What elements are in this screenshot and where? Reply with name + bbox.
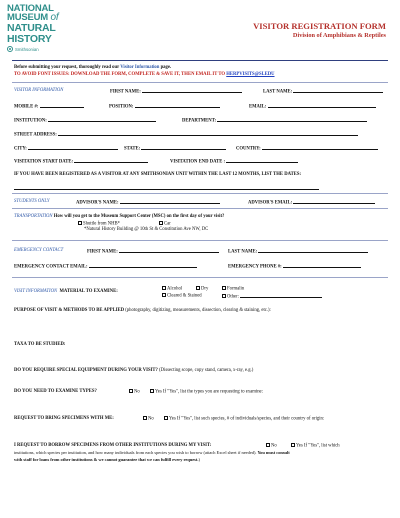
emergency-phone-field[interactable]: EMERGENCY PHONE #: — [228, 263, 361, 270]
institution-field[interactable]: INSTITUTION: — [14, 117, 156, 124]
transportation-note: *Natural History Building @ 10th St & Constitution Ave NW, DC — [84, 227, 209, 232]
option-shuttle[interactable]: Shuttle from NHB* — [78, 221, 120, 227]
emergency-last-name-field[interactable]: LAST NAME: — [228, 248, 368, 255]
divider-4 — [12, 240, 388, 241]
emergency-first-name-field[interactable]: FIRST NAME: — [87, 248, 219, 255]
emergency-email-field[interactable]: EMERGENCY CONTACT EMAIL: — [14, 263, 197, 270]
divider-2 — [12, 193, 388, 194]
types-yes-option[interactable]: Yes If "Yes", list the types you are requesting to examine: — [150, 389, 263, 395]
bring-no-checkbox — [143, 416, 147, 420]
bring-yes-option[interactable]: Yes If "Yes", list such species, # of individuals/species, and their country of origin: — [164, 416, 324, 422]
advisor-name-field[interactable]: ADVISOR'S NAME: — [76, 199, 220, 206]
smithsonian-mark: Smithsonian — [7, 46, 39, 52]
section-visitor-information: VISITOR INFORMATION — [14, 88, 64, 93]
state-field[interactable]: STATE: — [124, 145, 226, 152]
shuttle-checkbox — [78, 221, 82, 225]
logo-line-natural: NATURAL — [7, 22, 56, 34]
purpose-question: PURPOSE OF VISIT & METHODS TO BE APPLIED (photography, digitizing, measurements, dissection, clearing & staining, etc.): — [14, 308, 271, 313]
other-checkbox — [222, 294, 226, 298]
email-link[interactable]: HERPVISITS@SI.EDU — [226, 72, 275, 77]
option-other[interactable]: Other: — [222, 293, 322, 300]
country-field[interactable]: COUNTRY: — [236, 145, 378, 152]
last-name-field[interactable]: LAST NAME: — [263, 88, 383, 95]
logo-line-national: NATIONAL — [7, 3, 54, 14]
purpose-answer-area[interactable] — [14, 316, 386, 338]
mobile-field[interactable]: MOBILE #: — [14, 103, 84, 110]
borrow-no-option[interactable]: No — [266, 443, 277, 449]
borrow-instructions-line-3: with staff for loans from other institutions & we cannot guarantee that we can fulfill every request.) — [14, 457, 200, 462]
option-dry[interactable]: Dry — [196, 286, 208, 292]
types-no-option[interactable]: No — [129, 389, 140, 395]
prior-visit-field[interactable] — [14, 185, 319, 192]
bring-specimens-question: REQUEST TO BRING SPECIMENS WITH ME: — [14, 416, 114, 421]
option-alcohol[interactable]: Alcohol — [162, 286, 182, 292]
types-question: DO YOU NEED TO EXAMINE TYPES? — [14, 389, 97, 394]
borrow-answer-area[interactable] — [14, 465, 386, 505]
position-field[interactable]: POSITION: — [109, 103, 220, 110]
bring-no-option[interactable]: No — [143, 416, 154, 422]
department-field[interactable]: DEPARTMENT: — [182, 117, 367, 124]
font-warning: TO AVOID FONT ISSUES: DOWNLOAD THE FORM, COMPLETE & SAVE IT, THEN EMAIL IT TO HERPVISITS@SI.EDU — [14, 72, 275, 77]
alcohol-checkbox — [162, 286, 166, 290]
equipment-answer-area[interactable] — [14, 376, 386, 386]
prior-visit-question: IF YOU HAVE BEEN REGISTERED AS A VISITOR AT ANY SMITHSONIAN UNIT WITHIN THE LAST 12 MONTHS, LIST THE DATES: — [14, 172, 302, 177]
borrow-specimens-question: I REQUEST TO BORROW SPECIMENS FROM OTHER INSTITUTIONS DURING MY VISIT: — [14, 443, 212, 448]
form-title: VISITOR REGISTRATION FORM — [253, 21, 386, 31]
material-label: VISIT INFORMATION MATERIAL TO EXAMINE: — [14, 289, 118, 294]
visitation-start-date-field[interactable]: VISITATION START DATE: — [14, 158, 148, 165]
formalin-checkbox — [222, 286, 226, 290]
borrow-yes-checkbox — [291, 443, 295, 447]
option-cleared-stained[interactable]: Cleared & Stained — [162, 293, 202, 299]
taxa-question: TAXA TO BE STUDIED: — [14, 342, 66, 347]
logo-line-museum: MUSEUM of — [7, 12, 59, 23]
section-students-only: STUDENTS ONLY — [14, 199, 50, 204]
types-no-checkbox — [129, 389, 133, 393]
car-checkbox — [159, 221, 163, 225]
divider-3 — [12, 208, 388, 209]
option-formalin[interactable]: Formalin — [222, 286, 244, 292]
first-name-field[interactable]: FIRST NAME: — [110, 88, 242, 95]
taxa-answer-area[interactable] — [14, 350, 386, 364]
city-field[interactable]: CITY: — [14, 145, 118, 152]
section-emergency-contact: EMERGENCY CONTACT — [14, 248, 64, 253]
visitor-info-link[interactable]: Visitor Information — [120, 65, 160, 70]
types-yes-checkbox — [150, 389, 154, 393]
header-divider — [12, 60, 388, 61]
smithsonian-sun-icon — [7, 46, 13, 52]
street-address-field[interactable]: STREET ADDRESS: — [14, 131, 358, 138]
cleared-stained-checkbox — [162, 293, 166, 297]
logo-line-history: HISTORY — [7, 33, 52, 45]
divider-1 — [12, 82, 388, 83]
visitation-end-date-field[interactable]: VISITATION END DATE : — [170, 158, 298, 165]
borrow-instructions-line-2: institutions, which species per institution, and how many individuals from each species you wish to borrow (attach Excel sheet if needed). You must consult — [14, 450, 290, 455]
borrow-yes-option[interactable]: Yes If "Yes", list which — [291, 443, 340, 449]
form-subtitle: Division of Amphibians & Reptiles — [292, 32, 386, 39]
advisor-email-field[interactable]: ADVISOR'S EMAIL: — [248, 199, 375, 206]
bring-yes-checkbox — [164, 416, 168, 420]
dry-checkbox — [196, 286, 200, 290]
transportation-question: TRANSPORTATION How will you get to the Museum Support Center (MSC) on the first day of your visit? — [14, 214, 225, 219]
bring-answer-area[interactable] — [14, 424, 386, 438]
intro-line: Before submitting your request, thoroughly read our Visitor Information page. — [14, 65, 172, 70]
section-visit-information: VISIT INFORMATION — [14, 289, 58, 294]
section-transportation: TRANSPORTATION — [14, 214, 53, 219]
equipment-question: DO YOU REQUIRE SPECIAL EQUIPMENT DURING YOUR VISIT? (Dissecting scope, copy stand, camera, x-ray, e.g.) — [14, 368, 254, 373]
option-car[interactable]: Car — [159, 221, 171, 227]
email-field[interactable]: EMAIL: — [249, 103, 376, 110]
borrow-no-checkbox — [266, 443, 270, 447]
types-answer-area[interactable] — [14, 397, 386, 411]
divider-5 — [12, 277, 388, 278]
